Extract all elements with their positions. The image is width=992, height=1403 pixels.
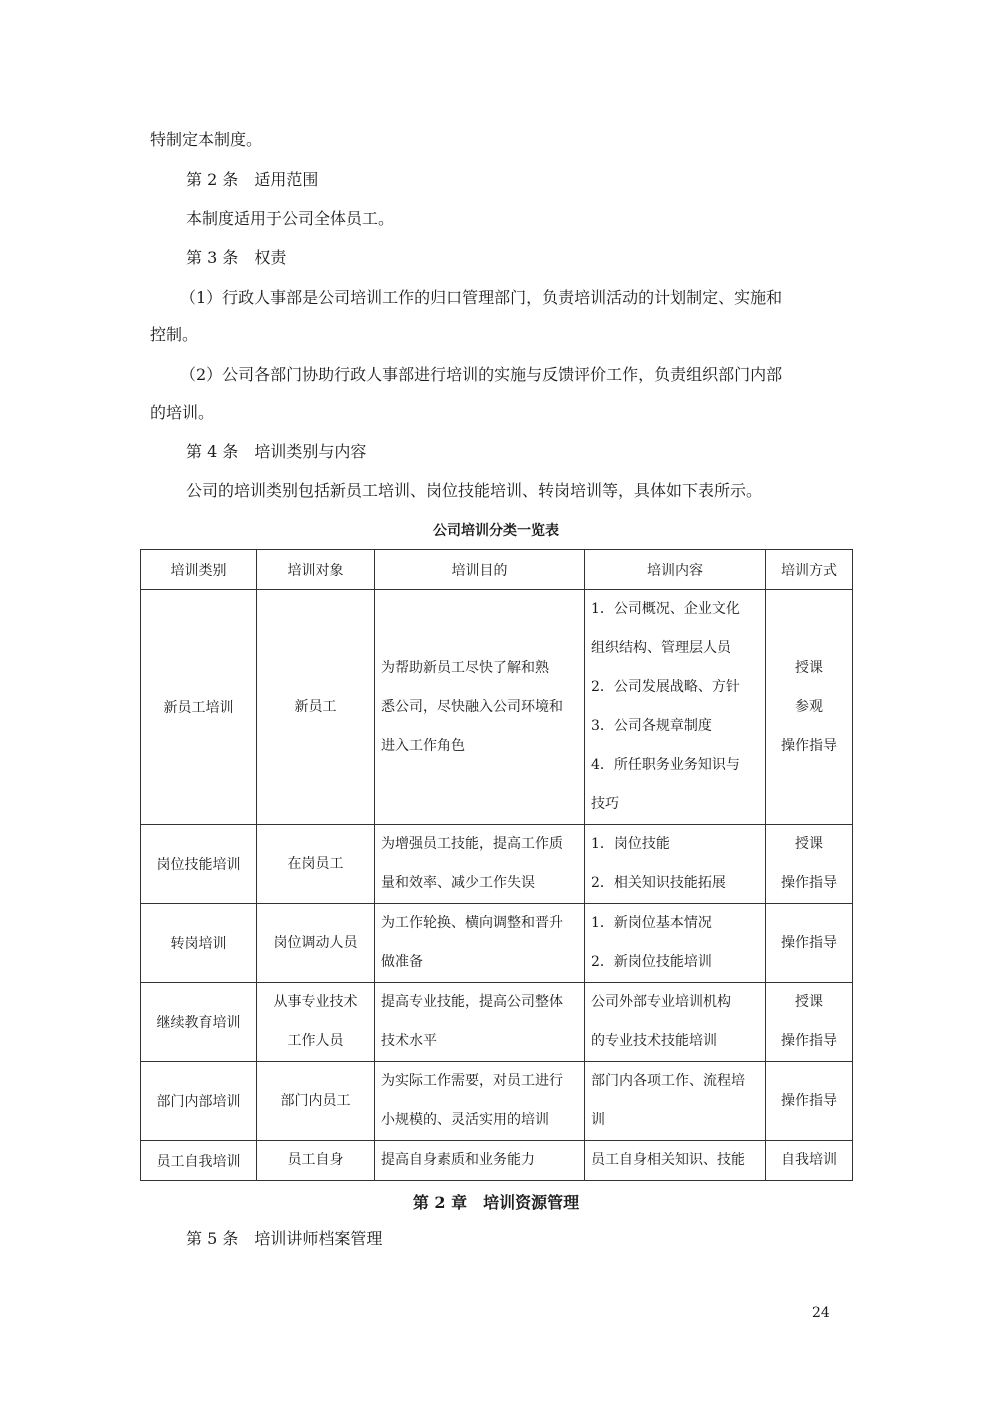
cell-purpose (375, 590, 585, 825)
paragraph-6-line-2: 的培训。 (150, 403, 215, 422)
table-row (141, 825, 853, 904)
cell-method (766, 825, 853, 904)
cell-content (585, 983, 766, 1062)
cell-content (585, 1141, 766, 1181)
table-row (141, 1062, 853, 1141)
header-purpose: 培训目的 (375, 550, 585, 590)
paragraph-5-line-2: 控制。 (150, 325, 199, 344)
cell-line: 悉公司，尽快融入公司环境和 (381, 698, 563, 715)
cell-line: 为工作轮换、横向调整和晋升 (381, 915, 563, 931)
cell-line: 2．相关知识技能拓展 (591, 875, 726, 891)
header-target: 培训对象 (257, 550, 375, 590)
cell-line: 操作指导 (781, 934, 837, 951)
cell-line: 岗位调动人员 (273, 934, 358, 951)
cell-line: 操作指导 (781, 737, 837, 754)
cell-line: 技术水平 (381, 1033, 437, 1049)
cell-method (766, 590, 853, 825)
cell-line: 进入工作角色 (381, 737, 465, 754)
cell-content (585, 1062, 766, 1141)
page-number: 24 (812, 1305, 830, 1321)
table-row (141, 904, 853, 983)
cell-target (257, 1141, 375, 1181)
cell-line: 为实际工作需要，对员工进行 (381, 1073, 563, 1089)
cell-line: 为增强员工技能，提高工作质 (381, 836, 563, 852)
article-3-heading: 第 3 条 权责 (186, 248, 287, 267)
cell-line: 从事专业技术 (273, 994, 358, 1010)
paragraph-1: 特制定本制度。 (150, 130, 263, 149)
cell-purpose (375, 825, 585, 904)
cell-line: 自我培训 (781, 1152, 837, 1168)
cell-content (585, 904, 766, 983)
chapter-heading: 第 2 章 培训资源管理 (412, 1193, 580, 1212)
table-header-row (141, 550, 853, 590)
cell-line: 组织结构、管理层人员 (591, 640, 731, 656)
cell-category: 转岗培训 (141, 904, 257, 983)
header-category: 培训类别 (141, 550, 257, 590)
cell-target (257, 590, 375, 825)
cell-line: 为帮助新员工尽快了解和熟 (381, 659, 549, 676)
paragraph-6-line-1: （2）公司各部门协助行政人事部进行培训的实施与反馈评价工作，负责组织部门内部 (180, 365, 783, 384)
cell-method (766, 1141, 853, 1181)
cell-line: 授课 (795, 836, 823, 852)
cell-line: 2．新岗位技能培训 (591, 954, 712, 970)
cell-line: 部门内各项工作、流程培 (591, 1073, 745, 1089)
cell-line: 提高专业技能，提高公司整体 (381, 994, 563, 1010)
header-content: 培训内容 (585, 550, 766, 590)
cell-line: 新员工 (294, 698, 337, 715)
paragraph-8: 公司的培训类别包括新员工培训、岗位技能培训、转岗培训等，具体如下表所示。 (186, 481, 763, 500)
cell-line: 1．岗位技能 (591, 836, 670, 852)
cell-method (766, 904, 853, 983)
cell-line: 操作指导 (781, 1092, 837, 1109)
cell-purpose (375, 1062, 585, 1141)
table-title: 公司培训分类一览表 (433, 523, 559, 539)
cell-target (257, 825, 375, 904)
cell-line: 员工自身 (287, 1152, 344, 1168)
article-5-heading: 第 5 条 培训讲师档案管理 (186, 1229, 383, 1248)
cell-line: 技巧 (591, 796, 619, 812)
cell-line: 参观 (795, 698, 823, 715)
cell-line: 1．公司概况、企业文化 (591, 601, 740, 617)
paragraph-5-line-1: （1）行政人事部是公司培训工作的归口管理部门，负责培训活动的计划制定、实施和 (180, 288, 783, 307)
cell-target (257, 983, 375, 1062)
cell-content (585, 590, 766, 825)
article-4-heading: 第 4 条 培训类别与内容 (186, 442, 367, 461)
training-table (140, 549, 853, 1181)
cell-line: 提高自身素质和业务能力 (381, 1152, 535, 1168)
cell-line: 训 (591, 1112, 605, 1128)
table-row (141, 983, 853, 1062)
cell-line: 量和效率、减少工作失误 (381, 875, 535, 891)
cell-line: 操作指导 (781, 875, 837, 891)
cell-line: 2．公司发展战略、方针 (591, 679, 740, 695)
cell-line: 4．所任职务业务知识与 (591, 757, 740, 773)
cell-method (766, 1062, 853, 1141)
cell-category: 部门内部培训 (141, 1062, 257, 1141)
cell-content (585, 825, 766, 904)
cell-line: 公司外部专业培训机构 (591, 994, 731, 1010)
cell-line: 授课 (795, 994, 823, 1010)
cell-line: 3．公司各规章制度 (591, 718, 712, 734)
cell-method (766, 983, 853, 1062)
cell-line: 小规模的、灵活实用的培训 (381, 1112, 549, 1128)
paragraph-3: 本制度适用于公司全体员工。 (186, 209, 395, 228)
cell-line: 员工自身相关知识、技能 (591, 1152, 745, 1168)
cell-category: 新员工培训 (141, 590, 257, 825)
cell-line: 工作人员 (287, 1033, 344, 1049)
cell-line: 操作指导 (781, 1033, 837, 1049)
cell-purpose (375, 983, 585, 1062)
cell-purpose (375, 904, 585, 983)
cell-line: 1．新岗位基本情况 (591, 915, 712, 931)
header-method: 培训方式 (766, 550, 853, 590)
cell-line: 部门内员工 (280, 1092, 351, 1109)
table-row (141, 590, 853, 825)
cell-category: 员工自我培训 (141, 1141, 257, 1181)
cell-target (257, 904, 375, 983)
cell-category: 继续教育培训 (141, 983, 257, 1062)
cell-category: 岗位技能培训 (141, 825, 257, 904)
cell-purpose (375, 1141, 585, 1181)
cell-line: 做准备 (381, 954, 423, 970)
article-2-heading: 第 2 条 适用范围 (186, 170, 319, 189)
cell-line: 授课 (795, 659, 823, 676)
cell-line: 在岗员工 (287, 855, 344, 872)
table-row (141, 1141, 853, 1181)
cell-line: 的专业技术技能培训 (591, 1033, 717, 1049)
cell-target (257, 1062, 375, 1141)
